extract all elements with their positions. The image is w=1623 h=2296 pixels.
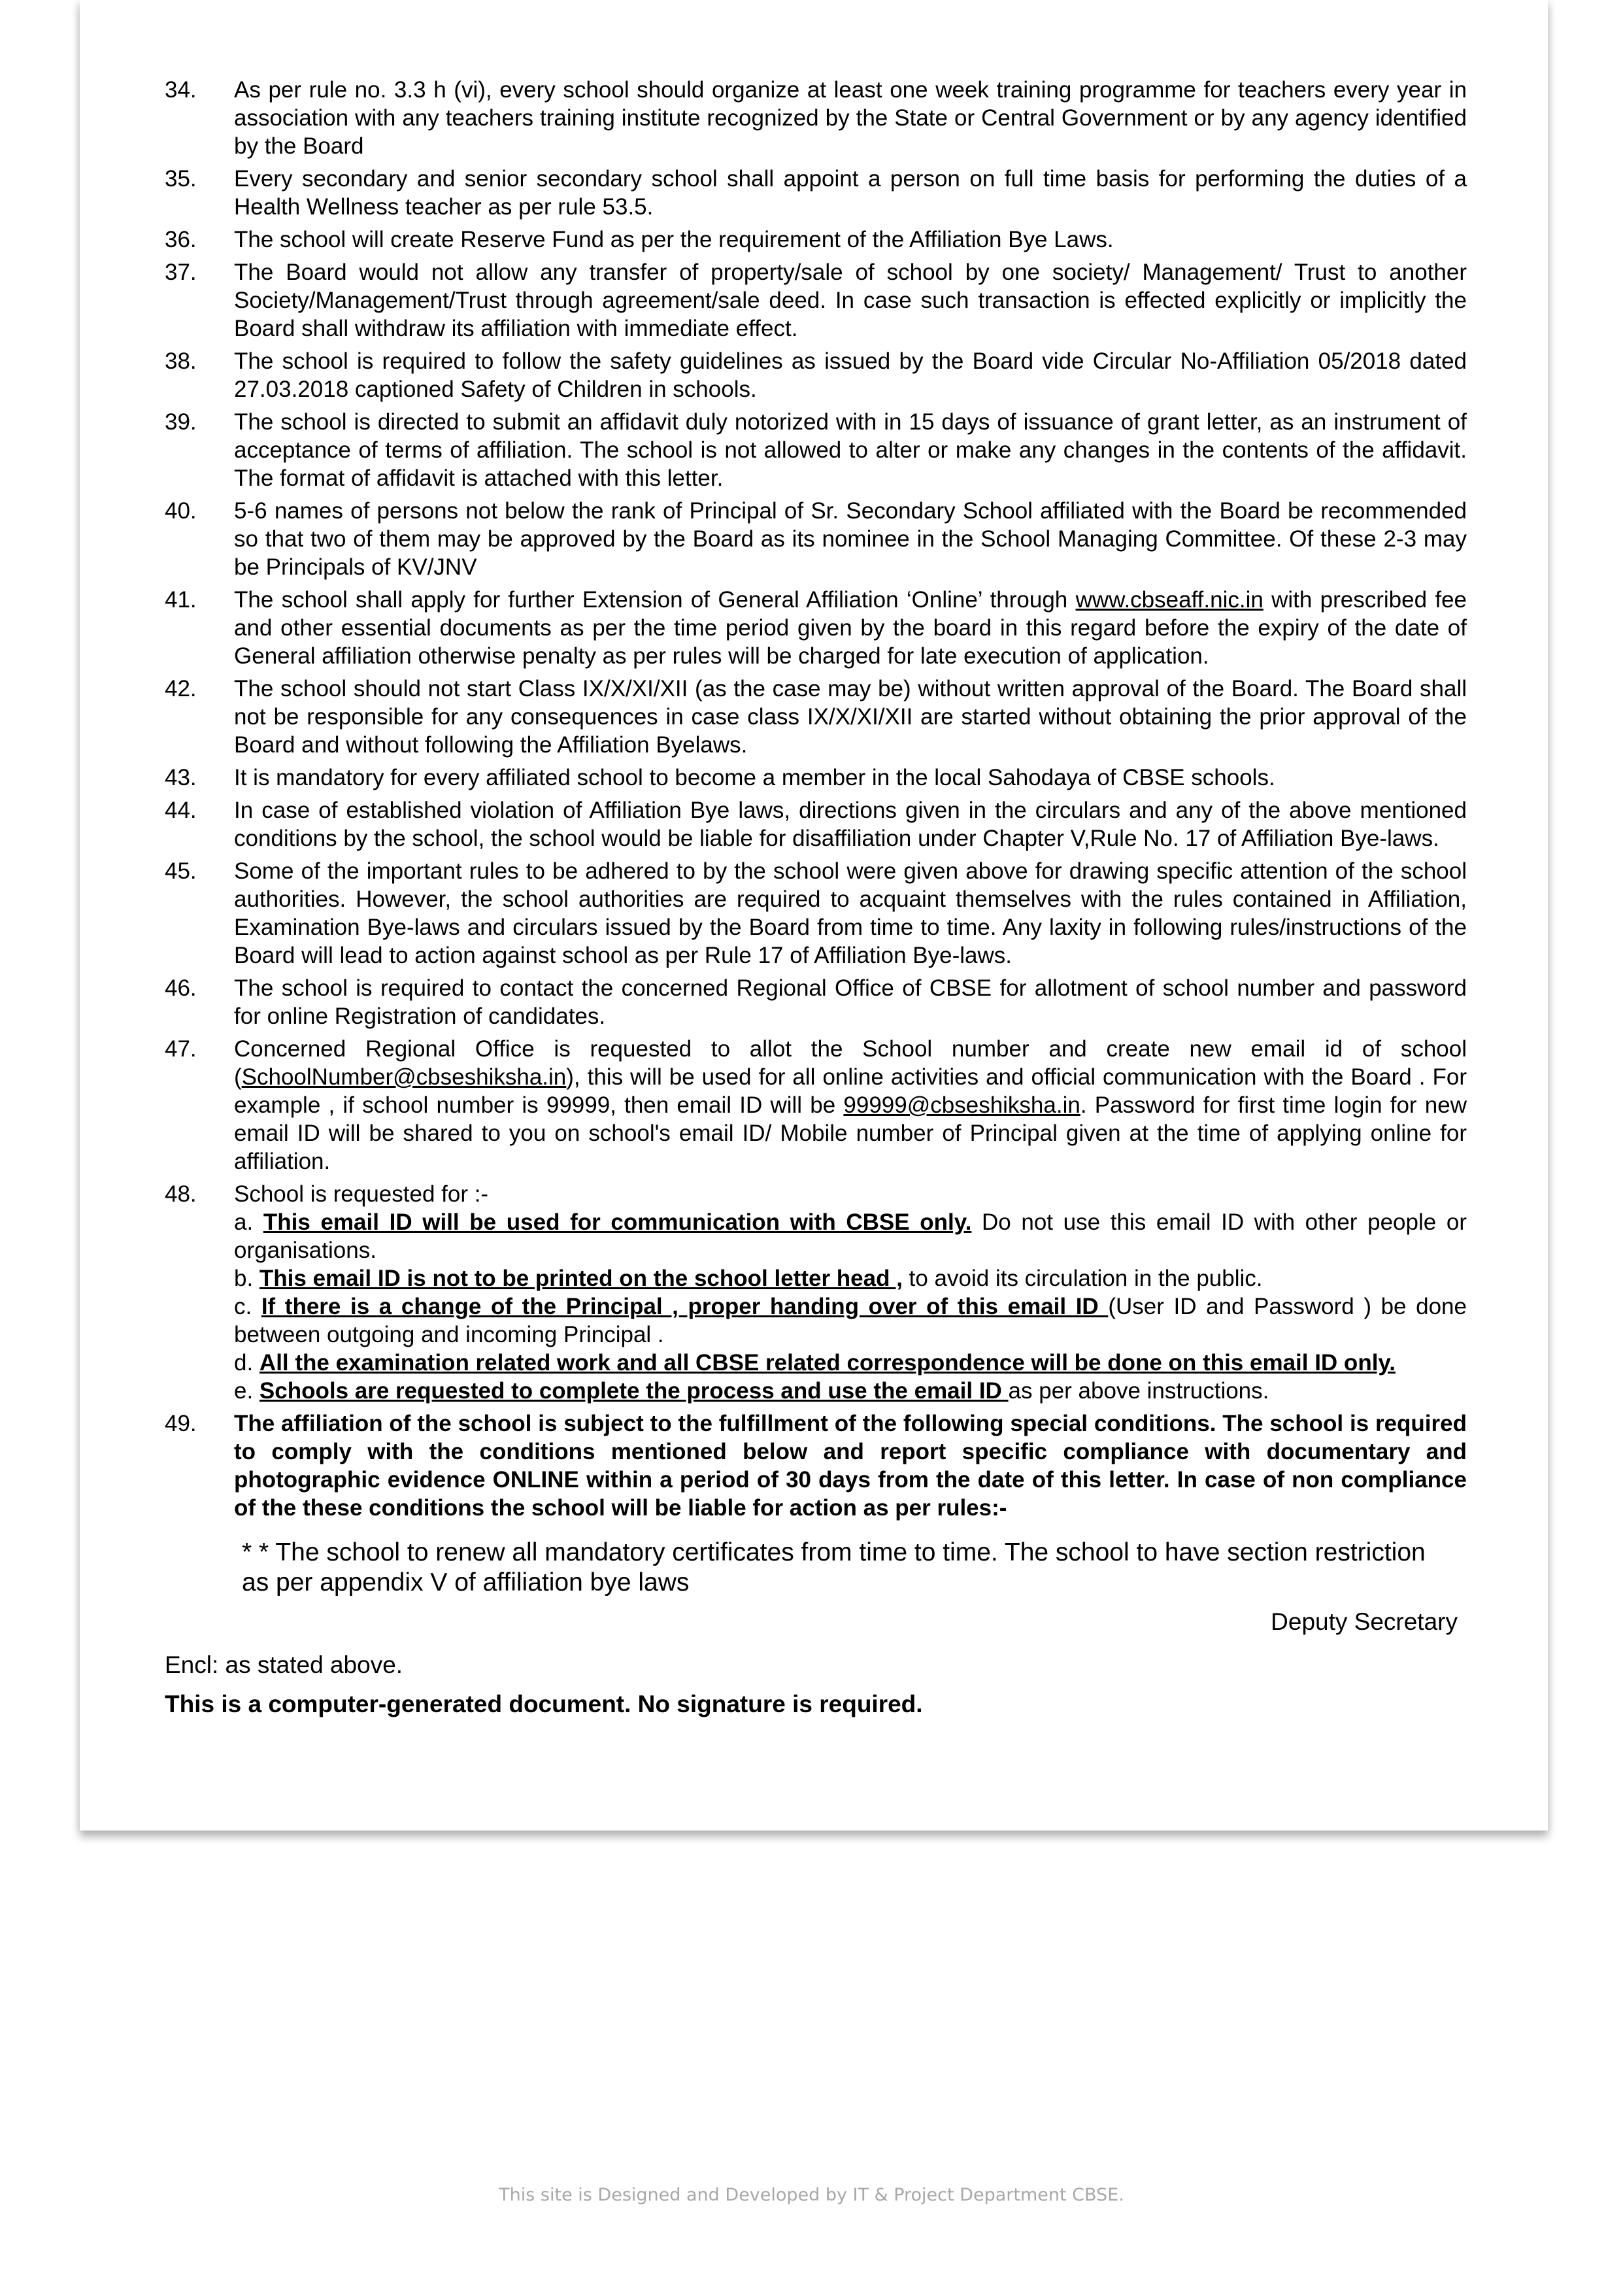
sub-item-text: to avoid its circulation in the public. — [902, 1266, 1263, 1291]
sub-item-emphasis: All the examination related work and all CBSE related correspondence will be done on this email ID only. — [259, 1350, 1396, 1376]
item-number: 46. — [165, 975, 197, 1001]
item-number: 48. — [165, 1181, 197, 1207]
condition-item-47 — [165, 1035, 1467, 1175]
item-number: 36. — [165, 227, 197, 252]
item-number: 35. — [165, 166, 197, 192]
condition-item-38 — [165, 347, 1467, 403]
item-text-part: with prescribed fee and other essential documents as per the time period given by the board in this regard before the expiry of the date of General affiliation otherwise penalty as per rules will be charged for late execution of application. — [234, 587, 1467, 669]
sub-item-text: Do not use this email ID with other people or organisations. — [234, 1209, 1467, 1263]
condition-item-41 — [165, 586, 1467, 670]
condition-item-35 — [165, 165, 1467, 221]
item-text: The school will create Reserve Fund as per the requirement of the Affiliation Bye Laws. — [234, 227, 1114, 252]
signatory-title: Deputy Secretary — [1271, 1608, 1458, 1635]
item-text: 5-6 names of persons not below the rank of Principal of Sr. Secondary School affiliated with the Board be recommended so that two of them may be approved by the Board as its nominee in the School Managing Committee. Of these 2-3 may be Principals of KV/JNV — [234, 498, 1467, 580]
condition-item-34 — [165, 76, 1467, 160]
condition-item-44 — [165, 796, 1467, 853]
item-number: 49. — [165, 1411, 197, 1436]
item-text — [234, 586, 1467, 670]
item-text: The affiliation of the school is subject to the fulfillment of the following special conditions. The school is required to comply with the conditions mentioned below and report specific compliance with documentary and photographic evidence ONLINE within a period of 30 days from the date of this letter. In case of non compliance of the these conditions the school will be liable for action as per rules:- — [234, 1411, 1467, 1521]
sub-item-emphasis: This email ID is not to be printed on the school letter head , — [259, 1266, 903, 1291]
item-text: The school should not start Class IX/X/XI/XII (as the case may be) without written approval of the Board. The Board shall not be responsible for any consequences in case class IX/X/XI/XII are started without obtaining the prior approval of the Board and without following the Affiliation Byelaws. — [234, 676, 1467, 758]
item-number: 43. — [165, 765, 197, 790]
condition-item-40 — [165, 497, 1467, 581]
sub-item-b — [234, 1264, 1467, 1292]
item-number: 44. — [165, 798, 197, 823]
item-number: 34. — [165, 77, 197, 103]
item-text: In case of established violation of Affiliation Bye laws, directions given in the circulars and any of the above mentioned conditions by the school, the school would be liable for disaffiliation under Chapter V,Rule No. 17 of Affiliation Bye-laws. — [234, 798, 1467, 851]
sub-item-emphasis: If there is a change of the Principal , proper handing over of this email ID — [261, 1294, 1109, 1319]
sub-item-c — [234, 1292, 1467, 1349]
condition-item-49 — [165, 1410, 1467, 1522]
item-text: The school is required to follow the safety guidelines as issued by the Board vide Circular No-Affiliation 05/2018 dated 27.03.2018 captioned Safety of Children in schools. — [234, 348, 1467, 402]
item-text-part: Concerned Regional Office is requested to allot the School number and create new email id of school ( — [234, 1036, 1467, 1090]
sub-item-prefix: c. — [234, 1294, 261, 1319]
condition-item-46 — [165, 974, 1467, 1030]
condition-item-39 — [165, 408, 1467, 492]
sub-item-a — [234, 1208, 1467, 1264]
condition-item-48 — [165, 1180, 1467, 1405]
item-text: The Board would not allow any transfer of property/sale of school by one society/ Management/ Trust to another Society/Management/Trust through agreement/sale deed. In case such transaction is effected explicitly or implicitly the Board shall withdraw its affiliation with immediate effect. — [234, 260, 1467, 341]
sub-item-prefix: a. — [234, 1209, 263, 1235]
condition-item-45 — [165, 857, 1467, 970]
item-text: The school is required to contact the concerned Regional Office of CBSE for allotment of school number and password for online Registration of candidates. — [234, 975, 1467, 1029]
sub-item-emphasis: This email ID will be used for communication with CBSE only. — [263, 1209, 972, 1235]
item-number: 38. — [165, 348, 197, 374]
item-number: 42. — [165, 676, 197, 701]
item-text: Every secondary and senior secondary school shall appoint a person on full time basis for performing the duties of a Health Wellness teacher as per rule 53.5. — [234, 166, 1467, 220]
item-number: 39. — [165, 409, 197, 435]
special-condition: * * The school to renew all mandatory certificates from time to time. The school to have section restriction as per appendix V of affiliation bye laws — [242, 1538, 1426, 1596]
sub-item-d — [234, 1349, 1467, 1377]
item-intro: School is requested for :- — [234, 1181, 489, 1207]
condition-item-43 — [165, 764, 1467, 792]
sub-item-emphasis: Schools are requested to complete the process and use the email ID — [259, 1378, 1009, 1404]
condition-item-36 — [165, 226, 1467, 254]
item-number: 47. — [165, 1036, 197, 1062]
item-number: 41. — [165, 587, 197, 613]
item-text-part: ), this will be used for all online activities and official communication with the Board . For example , if school number is 99999, then email ID will be — [234, 1064, 1467, 1118]
item-text: As per rule no. 3.3 h (vi), every school should organize at least one week training programme for teachers every year in association with any teachers training institute recognized by the State or Central Government or by any agency identified by the Board — [234, 77, 1467, 159]
item-number: 45. — [165, 858, 197, 884]
sub-item-prefix: e. — [234, 1378, 259, 1404]
letter-content — [165, 76, 1467, 1719]
item-text-part: . Password for first time login for new email ID will be shared to you on school's email ID/ Mobile number of Principal given at the time of applying online for affiliation. — [234, 1092, 1467, 1174]
sub-item-prefix: b. — [234, 1266, 259, 1291]
condition-item-37 — [165, 258, 1467, 343]
item-text: It is mandatory for every affiliated school to become a member in the local Sahodaya of CBSE schools. — [234, 765, 1275, 790]
computer-generated-note: This is a computer-generated document. No signature is required. — [165, 1691, 923, 1717]
enclosure-note: Encl: as stated above. — [165, 1651, 403, 1678]
sub-item-e — [234, 1377, 1467, 1405]
affiliation-portal-link[interactable]: www.cbseaff.nic.in — [1075, 587, 1263, 613]
condition-item-42 — [165, 675, 1467, 759]
item-text: The school is directed to submit an affidavit duly notorized with in 15 days of issuance of grant letter, as an instrument of acceptance of terms of affiliation. The school is not allowed to alter or make any changes in the contents of the affidavit. The format of affidavit is attached with this letter. — [234, 409, 1467, 491]
item-text-part: The school shall apply for further Extension of General Affiliation ‘Online’ through — [234, 587, 1076, 613]
site-footer: This site is Designed and Developed by IT & Project Department CBSE. — [499, 2185, 1124, 2205]
sub-item-text: as per above instructions. — [1008, 1378, 1269, 1404]
sub-item-prefix: d. — [234, 1350, 259, 1376]
school-email-pattern-link[interactable]: SchoolNumber@cbseshiksha.in — [241, 1064, 567, 1090]
item-number: 37. — [165, 260, 197, 285]
item-text — [234, 1180, 1467, 1405]
item-number: 40. — [165, 498, 197, 524]
item-text — [234, 1035, 1467, 1175]
item-text: Some of the important rules to be adhered to by the school were given above for drawing specific attention of the school authorities. However, the school authorities are required to acquaint themselves with the rules contained in Affiliation, Examination Bye-laws and circulars issued by the Board from time to time. Any laxity in following rules/instructions of the Board will lead to action against school as per Rule 17 of Affiliation Bye-laws. — [234, 858, 1467, 968]
example-email-link[interactable]: 99999@cbseshiksha.in — [843, 1092, 1080, 1118]
sub-item-text: (User ID and Password ) be done between outgoing and incoming Principal . — [234, 1294, 1467, 1347]
